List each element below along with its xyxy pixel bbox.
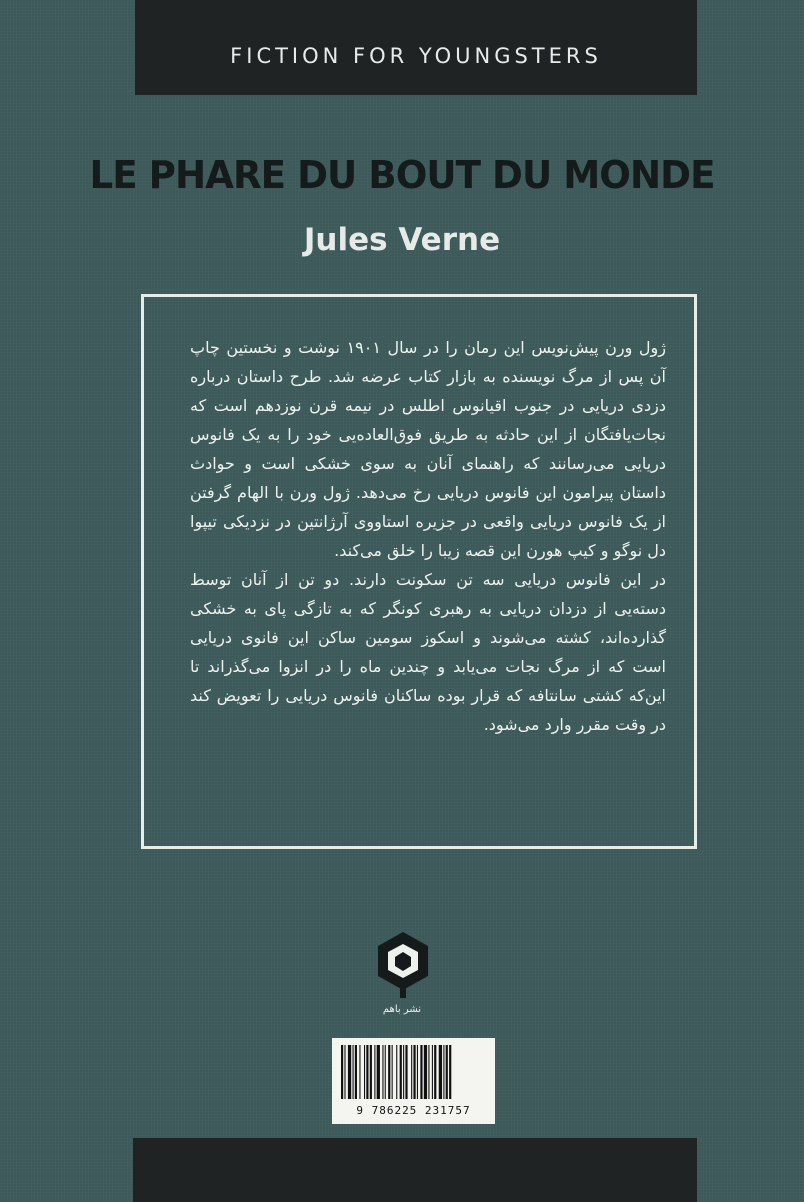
publisher-logo-icon [378, 932, 428, 998]
summary-text [190, 333, 666, 739]
publisher-name: نشر باهم [382, 1004, 422, 1015]
bottom-band [133, 1138, 697, 1202]
summary-paragraph-1: ژول ورن پیش‌نویس این رمان را در سال ۱۹۰۱ نوشت و نخستین چاپ آن پس از مرگ نویسنده به بازار کتاب عرضه شد. طرح داستان درباره دزدی دریایی در جنوب اقیانوس اطلس در نیمه قرن نوزدهم است که نجات‌یافتگان از این حادثه به طریق فوق‌العاده‌یی خود را به یک فانوس دریایی می‌رسانند که راهنمای آنان به سوی خشکی است و حوادث داستان پیرامون این فانوس دریایی رخ می‌دهد. ژول ورن با الهام گرفتن از یک فانوس دریایی واقعی در جزیره استاووی آرژانتین در نزدیکی تیپوا دل نوگو و کیپ هورن این قصه زیبا را خلق می‌کند. [190, 338, 666, 560]
summary-paragraph-2: در این فانوس دریایی سه تن سکونت دارند. دو تن از آنان توسط دسته‌یی از دزدان دریایی به رهبری کونگر که به تازگی پای به خشکی گذارده‌اند، کشته می‌شوند و اسکوز سومین ساکن این فانوی دریایی است که از مرگ نجات می‌یابد و چندین ماه را در انزوا می‌گذراند تا این‌که کشتی سانتافه که قرار بوده ساکنان فانوس دریایی را تعویض کند در وقت مقرر وارد می‌شود. [190, 570, 666, 734]
top-band [135, 0, 697, 95]
barcode-bars [341, 1045, 487, 1099]
barcode-digits: 9 786225 231757 [356, 1104, 471, 1117]
book-title: LE PHARE DU BOUT DU MONDE [89, 153, 715, 197]
barcode [332, 1038, 495, 1124]
summary-box [141, 294, 697, 849]
series-title: FICTION FOR YOUNGSTERS [230, 44, 602, 68]
author-name: Jules Verne [303, 222, 501, 258]
